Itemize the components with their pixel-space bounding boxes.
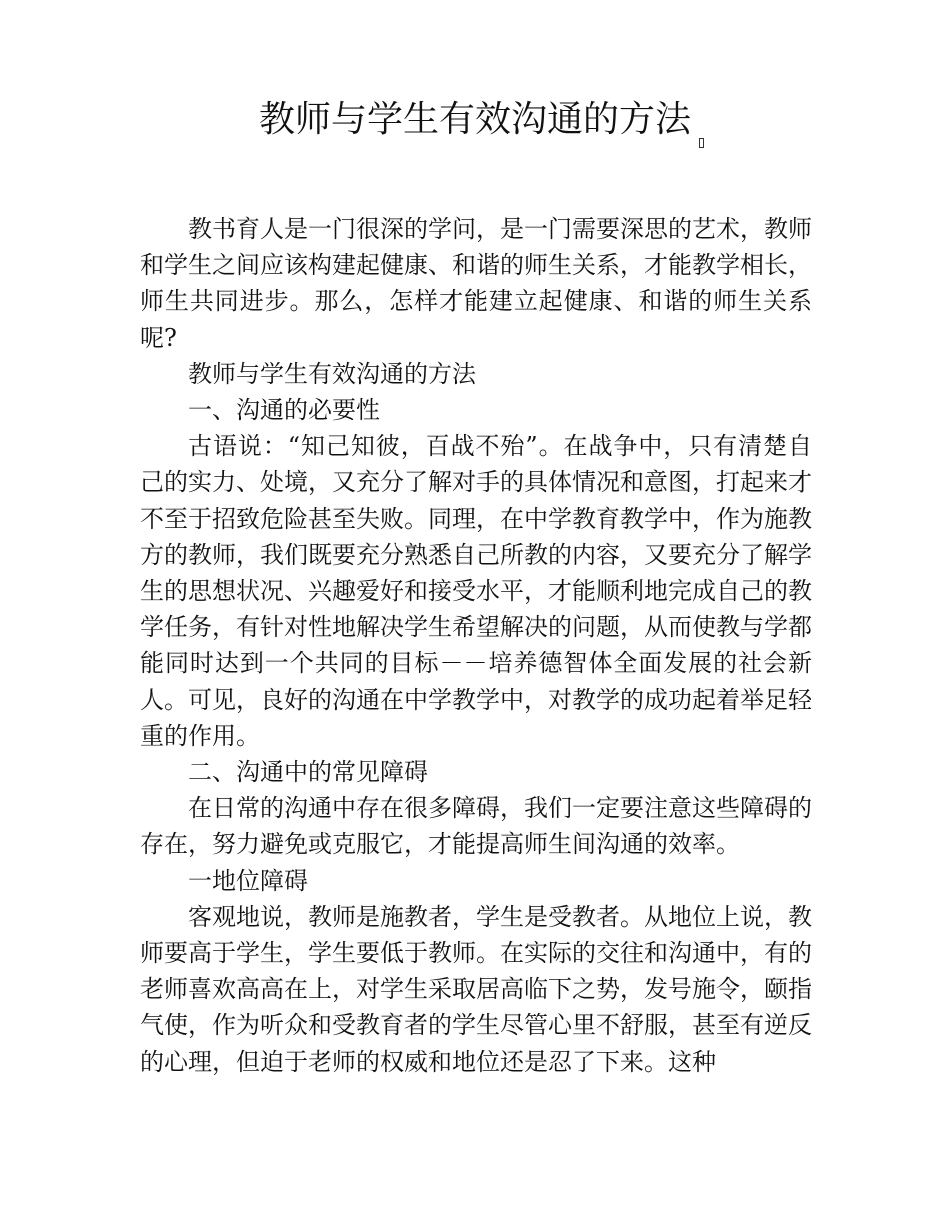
section-heading-barriers: 二、沟通中的常见障碍 — [188, 758, 428, 787]
paragraph-status-barrier: 客观地说，教师是施教者，学生是受教者。从地位上说，教师要高于学生，学生要低于教师。在实际的交往和沟通中，有的老师喜欢高高在上，对学生采取居高临下之势，发号施令，颐指气使，作为听众和受教育者的学生尽管心里不舒服，甚至有逆反的心理，但迫于老师的权威和地位还是忍了下来。这种 — [140, 902, 812, 1076]
paragraph-necessity: 古语说：“知己知彼，百战不殆”。在战争中，只有清楚自己的实力、处境，又充分了解对手的具体情况和意图，打起来才不至于招致危险甚至失败。同理，在中学教育教学中，作为施教方的教师，我们既要充分熟悉自己所教的内容，又要充分了解学生的思想状况、兴趣爱好和接受水平，才能顺利地完成自己的教学任务，有针对性地解决学生希望解决的问题，从而使教与学都能同时达到一个共同的目标－－培养德智体全面发展的社会新人。可见，良好的沟通在中学教学中，对教学的成功起着举足轻重的作用。 — [140, 432, 812, 750]
document-body — [140, 211, 812, 1080]
placeholder-glyph-icon — [699, 138, 704, 148]
paragraph-subtitle: 教师与学生有效沟通的方法 — [188, 359, 476, 388]
subheading-status-barrier: 一地位障碍 — [188, 866, 308, 895]
paragraph-intro: 教书育人是一门很深的学问，是一门需要深思的艺术，教师和学生之间应该构建起健康、和谐的师生关系，才能教学相长，师生共同进步。那么，怎样才能建立起健康、和谐的师生关系呢? — [140, 215, 812, 352]
section-heading-necessity: 一、沟通的必要性 — [188, 396, 380, 425]
document-title: 教师与学生有效沟通的方法 — [258, 99, 691, 140]
paragraph-barriers: 在日常的沟通中存在很多障碍，我们一定要注意这些障碍的存在，努力避免或克服它，才能提高师生间沟通的效率。 — [140, 794, 812, 859]
